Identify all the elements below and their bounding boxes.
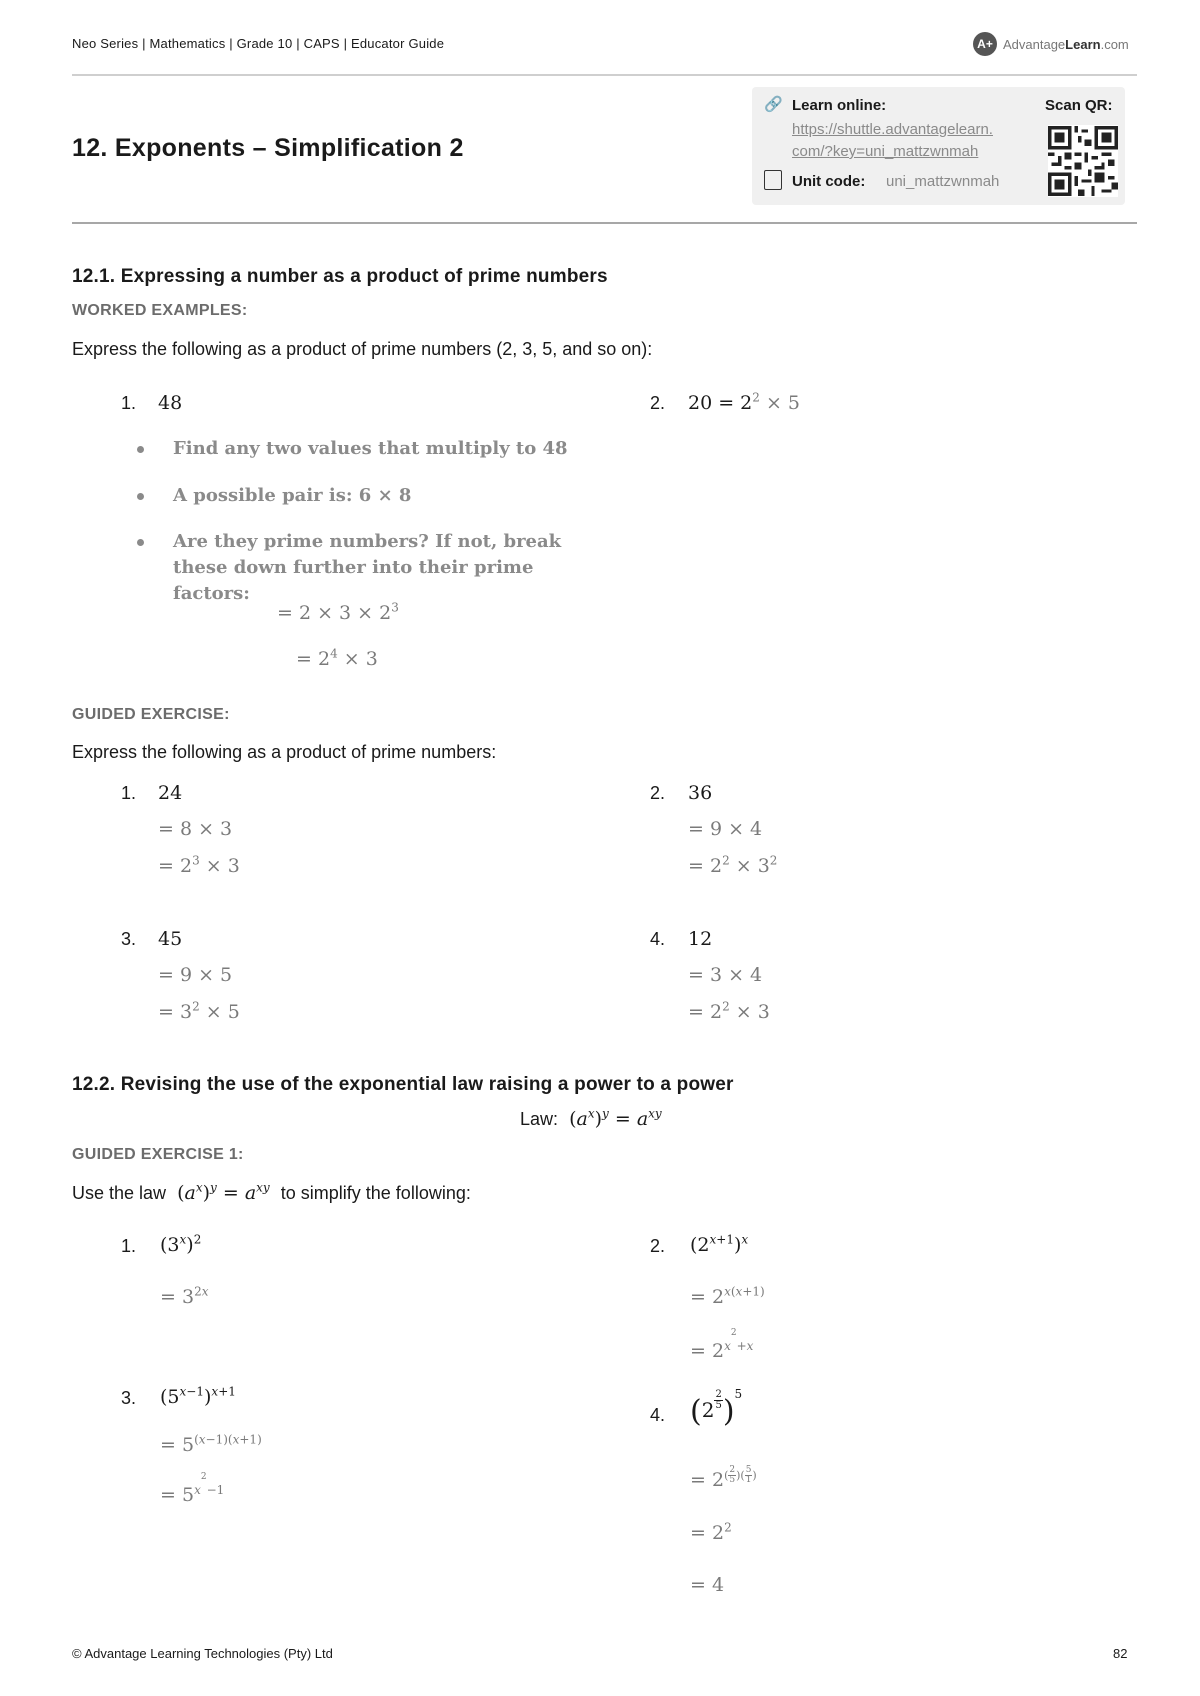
law-q1-expression: $(3^x)^2$ <box>160 1232 202 1256</box>
bullet-2-text: A possible pair is: 6 × 8 <box>173 485 412 506</box>
section-heading-12-1: 12.1. Expressing a number as a product of prime numbers <box>72 266 608 287</box>
worked-step-1: = $2 \times 3 \times 2^3$ <box>277 600 399 624</box>
worked-examples-label: WORKED EXAMPLES: <box>72 302 248 319</box>
guided-4-number: 4. <box>650 929 666 949</box>
scan-qr-label: Scan QR: <box>1045 97 1113 114</box>
guided-2-step2: = $2^2 \times 3^2$ <box>688 853 778 877</box>
law-q2-expression: $(2^{x+1})^x$ <box>690 1232 749 1256</box>
law-q1-step1: = $3^{2x}$ <box>160 1284 209 1308</box>
law-q1-number: 1. <box>121 1236 137 1256</box>
law-q4-number: 4. <box>650 1405 666 1425</box>
law-q4-expression: (2 $\frac{2}{5}$ )$^5$ <box>690 1387 743 1429</box>
guided-exercise-label: GUIDED EXERCISE: <box>72 706 230 723</box>
unit-code-label: Unit code: <box>792 173 866 190</box>
logo-badge: A+ <box>973 32 997 56</box>
unit-code-value: uni_mattzwnmah <box>886 173 1000 190</box>
law-q2-step2: = $2^{x^2+x}$ <box>690 1327 754 1362</box>
worked-instruction: Express the following as a product of prime numbers (2, 3, 5, and so on): <box>72 339 653 359</box>
link-icon: 🔗 <box>764 96 783 113</box>
bullet-3-text: Are they prime numbers? If not, break these down further into their prime factors: <box>173 531 562 604</box>
example-1-value: 48 <box>158 392 183 414</box>
guided-1-number: 1. <box>121 783 137 803</box>
law-statement: Law: $(a^x)^y = a^{xy}$ <box>520 1106 662 1130</box>
learn-online-label: Learn online: <box>792 97 887 114</box>
worked-step-2: = $2^4 \times 3$ <box>296 646 378 670</box>
law-q3-step1: = $5^{(x-1)(x+1)}$ <box>160 1432 262 1456</box>
guided-4-step1: = 3 × 4 <box>688 964 763 986</box>
guided-3-step2: = $3^2 \times 5$ <box>158 999 240 1023</box>
title-rule <box>72 222 1137 224</box>
guided-2-step1: = 9 × 4 <box>688 818 763 840</box>
guided-1-value: 24 <box>158 782 183 804</box>
guided-4-value: 12 <box>688 928 713 950</box>
book-icon <box>764 170 782 190</box>
example-2-number: 2. <box>650 393 666 413</box>
law-instruction: Use the law $(a^x)^y = a^{xy}$ to simplify the following: <box>72 1180 471 1204</box>
law-q4-step3: = 4 <box>690 1574 725 1596</box>
guided-1-step1: = 8 × 3 <box>158 818 233 840</box>
unit-title: 12. Exponents – Simplification 2 <box>72 134 464 162</box>
law-q4-step2: = $2^2$ <box>690 1520 732 1544</box>
guided-3-step1: = 9 × 5 <box>158 964 233 986</box>
footer-page-number: 82 <box>1113 1646 1128 1661</box>
law-q2-step1: = $2^{x(x+1)}$ <box>690 1284 765 1308</box>
law-q4-step1: = $2^{( \frac{2}{5} )( \frac{5}{1} )}$ <box>690 1465 757 1491</box>
guided-2-number: 2. <box>650 783 666 803</box>
section-heading-12-2: 12.2. Revising the use of the exponential law raising a power to a power <box>72 1074 734 1095</box>
example-1-number: 1. <box>121 393 137 413</box>
guided-instruction: Express the following as a product of prime numbers: <box>72 742 497 762</box>
brand-logo <box>973 32 1129 56</box>
law-q3-expression: $(5^{x-1})^{x+1}$ <box>160 1384 236 1408</box>
bullet-3-dot <box>137 539 144 546</box>
law-q3-step2: = $5^{x^2-1}$ <box>160 1471 225 1506</box>
learn-online-link-line2[interactable]: com/?key=uni_mattzwnmah <box>792 143 979 160</box>
logo-text: AdvantageLearn.com <box>1003 36 1129 52</box>
guided-3-number: 3. <box>121 929 137 949</box>
guided-1-step2: = $2^3 \times 3$ <box>158 853 240 877</box>
example-2-answer: $20 = 2^2 \times 5$ <box>688 390 800 414</box>
guided-2-value: 36 <box>688 782 713 804</box>
law-q3-number: 3. <box>121 1388 137 1408</box>
learn-online-link-line1[interactable]: https://shuttle.advantagelearn. <box>792 121 993 138</box>
law-q2-number: 2. <box>650 1236 666 1256</box>
learn-online-box <box>752 87 1125 205</box>
guided-3-value: 45 <box>158 928 183 950</box>
footer-copyright: © Advantage Learning Technologies (Pty) Ltd <box>72 1646 333 1661</box>
header-series-line: Neo Series | Mathematics | Grade 10 | CAPS | Educator Guide <box>72 36 445 51</box>
guided-exercise-1-label: GUIDED EXERCISE 1: <box>72 1146 244 1163</box>
guided-4-step2: = $2^2 \times 3$ <box>688 999 770 1023</box>
bullet-1-dot <box>137 446 144 453</box>
qr-code-icon[interactable] <box>1048 125 1118 197</box>
bullet-2-dot <box>137 493 144 500</box>
header-rule <box>72 74 1137 76</box>
bullet-1-text: Find any two values that multiply to 48 <box>173 438 568 459</box>
